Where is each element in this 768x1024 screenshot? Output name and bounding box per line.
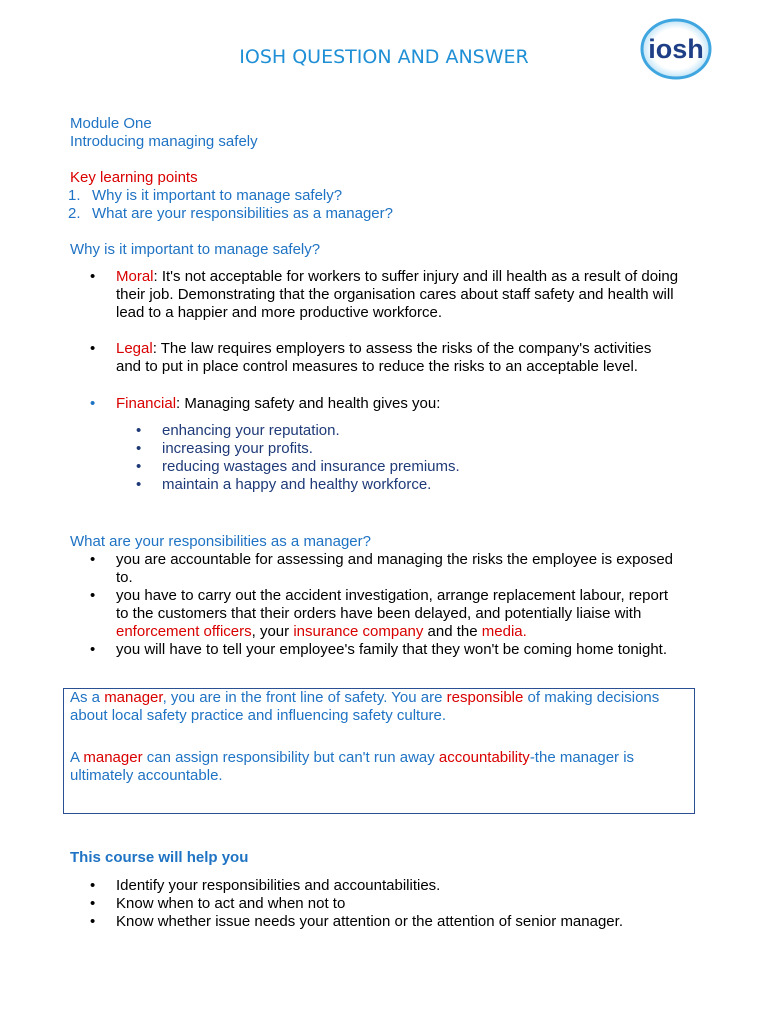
list-item: 1. Why is it important to manage safely? — [68, 187, 343, 204]
responsibilities-heading: What are your responsibilities as a manager? — [70, 533, 371, 550]
module-section — [70, 115, 258, 151]
course-heading: This course will help you — [70, 849, 249, 866]
list-item-financial: • Financial: Managing safety and health gives you: — [90, 395, 441, 412]
legal-section — [70, 340, 750, 376]
list-item: • Know whether issue needs your attention or the attention of senior manager. — [90, 913, 623, 930]
list-item: • Identify your responsibilities and accountabilities. — [90, 877, 441, 894]
logo-text: iosh — [648, 34, 704, 64]
course-list — [70, 877, 750, 931]
module-subheading: Introducing managing safely — [70, 133, 258, 150]
callout-p2-line2: ultimately accountable. — [70, 767, 223, 784]
list-item-moral: • Moral: It's not acceptable for workers to suffer injury and ill health as a result of doing their job. Demonstrating that the organisation cares about staff safety and health will lead to a happier and more productive workforce. — [90, 268, 679, 321]
module-heading: Module One — [70, 115, 152, 132]
list-item: • enhancing your reputation. — [136, 422, 340, 439]
financial-section — [70, 395, 750, 413]
list-item: • increasing your profits. — [136, 440, 313, 457]
financial-label: Financial — [116, 395, 177, 412]
iosh-logo — [640, 18, 712, 80]
key-points-heading: Key learning points — [70, 169, 198, 186]
list-item: • you will have to tell your employee's family that they won't be coming home tonight. — [90, 641, 668, 658]
list-item: • you have to carry out the accident investigation, arrange replacement labour, report to the customers that their orders have been delayed, and potentially liaise with enforcement officers, your insurance company and the media. — [90, 587, 668, 640]
legal-label: Legal — [116, 340, 153, 357]
why-heading: Why is it important to manage safely? — [70, 241, 321, 258]
logo-emblem-icon — [640, 18, 712, 80]
callout-p1-line1: As a manager, you are in the front line of safety. You are responsible of making decisions — [70, 689, 660, 706]
list-item: • you are accountable for assessing and managing the risks the employee is exposed to. — [90, 551, 673, 586]
callout-p2-line1: A manager can assign responsibility but can't run away accountability-the manager is — [70, 749, 635, 766]
callout-box — [63, 688, 695, 814]
list-item: 2. What are your responsibilities as a manager? — [68, 205, 393, 222]
key-learning-points — [70, 169, 730, 223]
list-item: • maintain a happy and healthy workforce. — [136, 476, 432, 493]
list-item: • reducing wastages and insurance premiums. — [136, 458, 460, 475]
responsibilities-list — [70, 551, 750, 659]
page-title: IOSH QUESTION AND ANSWER — [239, 46, 529, 68]
financial-subitems — [70, 422, 750, 494]
callout-p1-line2: about local safety practice and influencing safety culture. — [70, 707, 447, 724]
moral-label: Moral — [116, 268, 154, 285]
list-item-legal: • Legal: The law requires employers to assess the risks of the company's activities and to put in place control measures to reduce the risks to an acceptable level. — [90, 340, 652, 375]
why-bullets — [70, 268, 750, 322]
list-item: • Know when to act and when not to — [90, 895, 346, 912]
